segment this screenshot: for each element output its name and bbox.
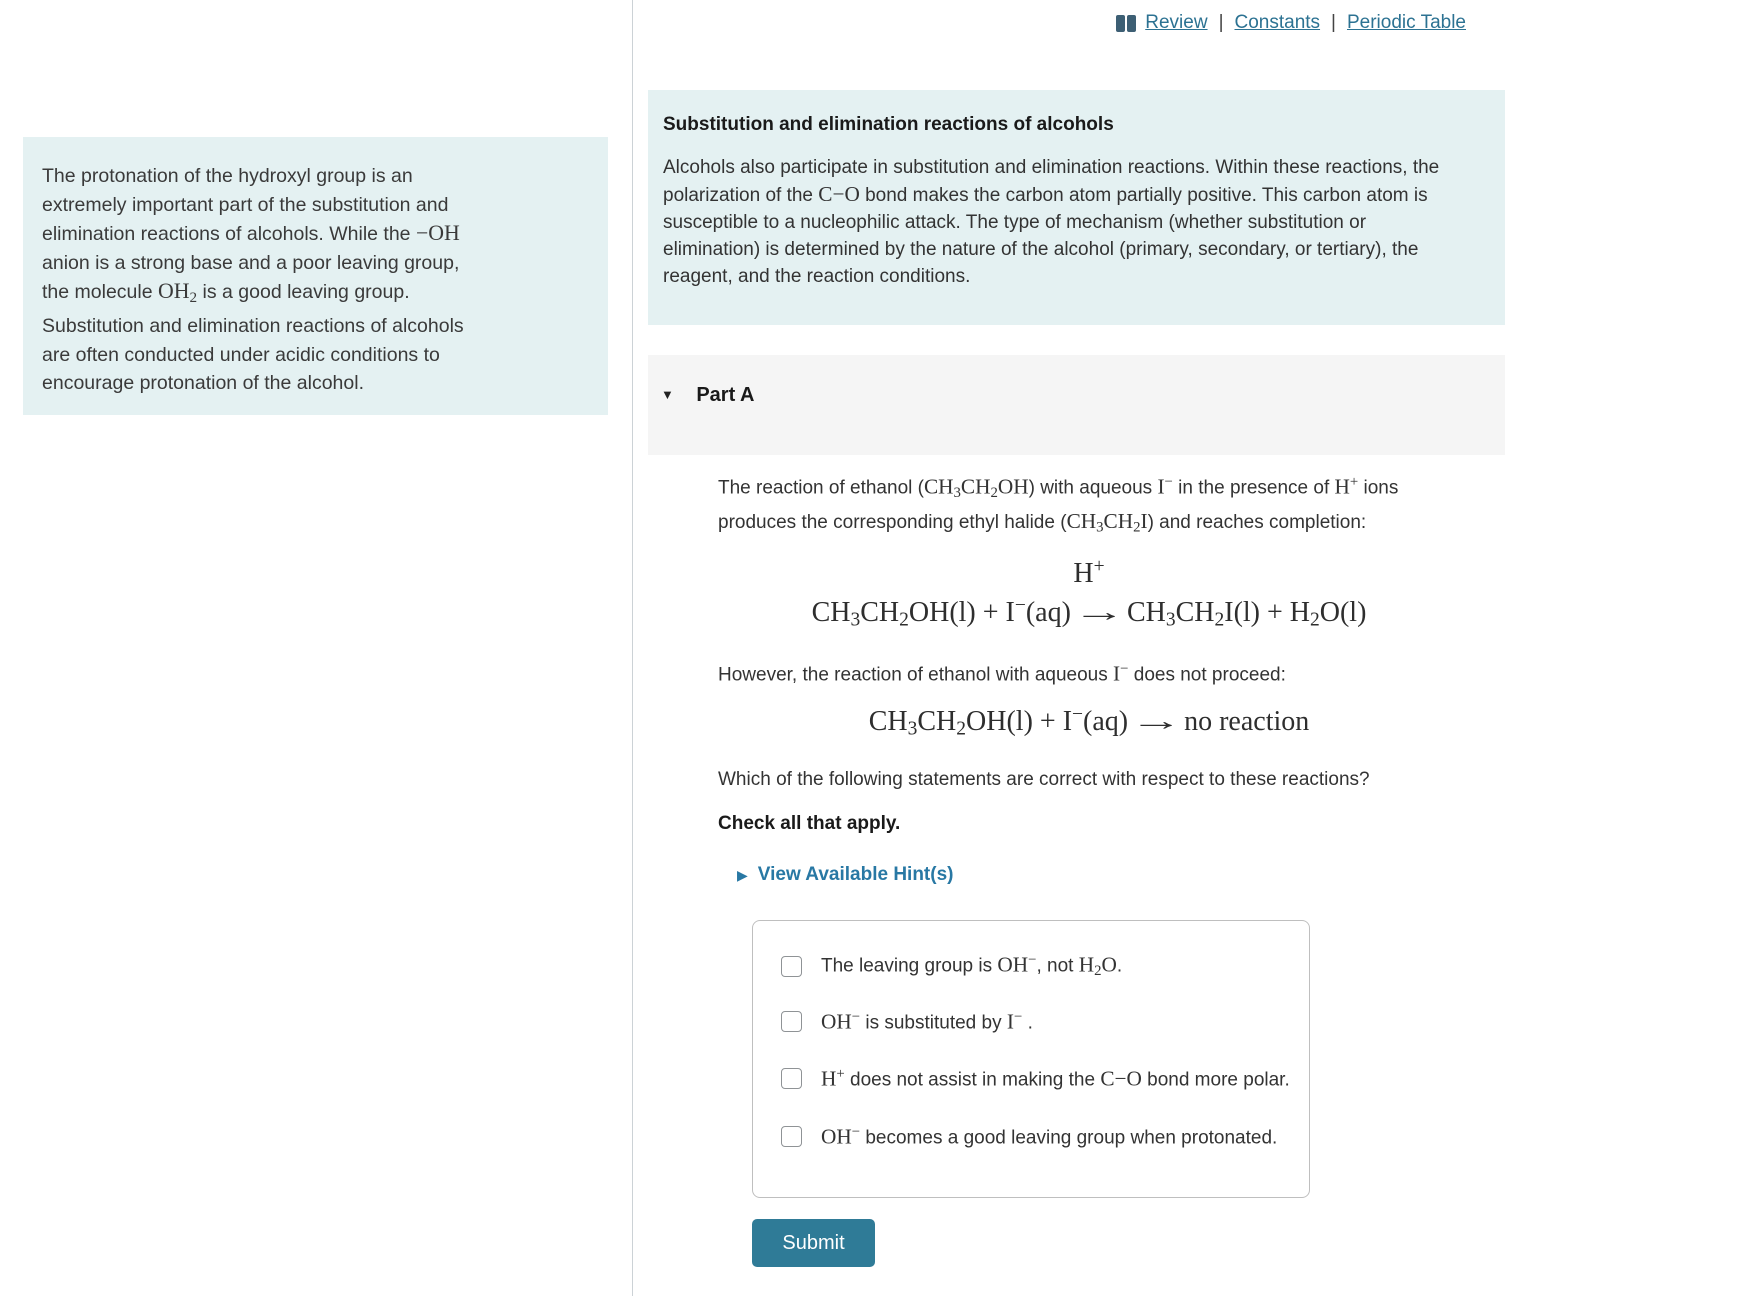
constants-link[interactable]: Constants	[1234, 12, 1321, 33]
checkbox[interactable]	[781, 956, 802, 977]
question-intro-text: The reaction of ethanol (CH3CH2OH) with aqueous I− in the presence of H+ ions produces the corresponding ethyl halide (CH3CH2I) and reaches completion:	[718, 474, 1399, 536]
question-however-text: However, the reaction of ethanol with aqueous I− does not proceed:	[718, 661, 1286, 686]
link-separator: |	[1218, 12, 1224, 33]
equation-line: CH3CH2OH(l) + I−(aq)→CH3CH2I(l) + H2O(l)	[811, 594, 1367, 631]
checkbox[interactable]	[781, 1011, 802, 1032]
question-prompt: Which of the following statements are correct with respect to these reactions?	[718, 769, 1370, 790]
review-link[interactable]: Review	[1145, 12, 1208, 33]
link-separator: |	[1331, 12, 1336, 33]
sidebar-info-panel: The protonation of the hydroxyl group is an extremely important part of the substitution and elimination reactions of alcohols. While the −OH anion is a strong base and a poor leaving group, the molecule OH2 is a good leaving group. Substitution and elimination reactions of alcohols are often conducted under acidic conditions to encourage protonation of the alcohol.	[23, 137, 608, 415]
intro-title: Substitution and elimination reactions of alcohols	[663, 114, 1114, 135]
right-triangle-icon: ▶	[737, 866, 748, 883]
equation-catalyst-label: H+	[1073, 556, 1105, 589]
part-a-header[interactable]	[648, 355, 1505, 455]
option-label: OH− becomes a good leaving group when protonated.	[821, 1124, 1278, 1149]
view-hints-link[interactable]	[737, 864, 953, 886]
part-a-title: Part A	[696, 384, 755, 406]
answer-option	[781, 952, 1122, 980]
reaction-equation-1	[718, 556, 1460, 631]
option-label: H+ does not assist in making the C−O bond more polar.	[821, 1066, 1290, 1091]
review-toolbar	[1116, 10, 1466, 36]
reaction-equation-2: CH3CH2OH(l) + I−(aq)→no reaction	[868, 704, 1310, 740]
answer-option	[781, 1009, 1033, 1034]
submit-button[interactable]: Submit	[752, 1219, 875, 1267]
open-book-icon	[1116, 15, 1136, 32]
checkbox[interactable]	[781, 1068, 802, 1089]
intro-paragraph: Alcohols also participate in substitution and elimination reactions. Within these reactions, the polarization of the C−O bond makes the carbon atom partially positive. This carbon atom is susceptible to a nucleophilic attack. The type of mechanism (whether substitution or elimination) is determined by the nature of the alcohol (primary, secondary, or tertiary), the reagent, and the reaction conditions.	[663, 157, 1440, 287]
periodic-table-link[interactable]: Periodic Table	[1346, 12, 1466, 33]
answer-options-box	[752, 920, 1310, 1198]
column-divider	[632, 0, 633, 1296]
answer-option	[781, 1066, 1290, 1091]
chevron-down-icon: ▼	[661, 387, 674, 402]
answer-option	[781, 1124, 1277, 1149]
option-label: The leaving group is OH−, not H2O.	[821, 952, 1123, 980]
option-label: OH− is substituted by I− .	[821, 1009, 1033, 1034]
checkbox[interactable]	[781, 1126, 802, 1147]
hint-link-label: View Available Hint(s)	[757, 864, 954, 885]
intro-panel	[648, 90, 1505, 325]
check-all-instruction: Check all that apply.	[718, 813, 901, 834]
